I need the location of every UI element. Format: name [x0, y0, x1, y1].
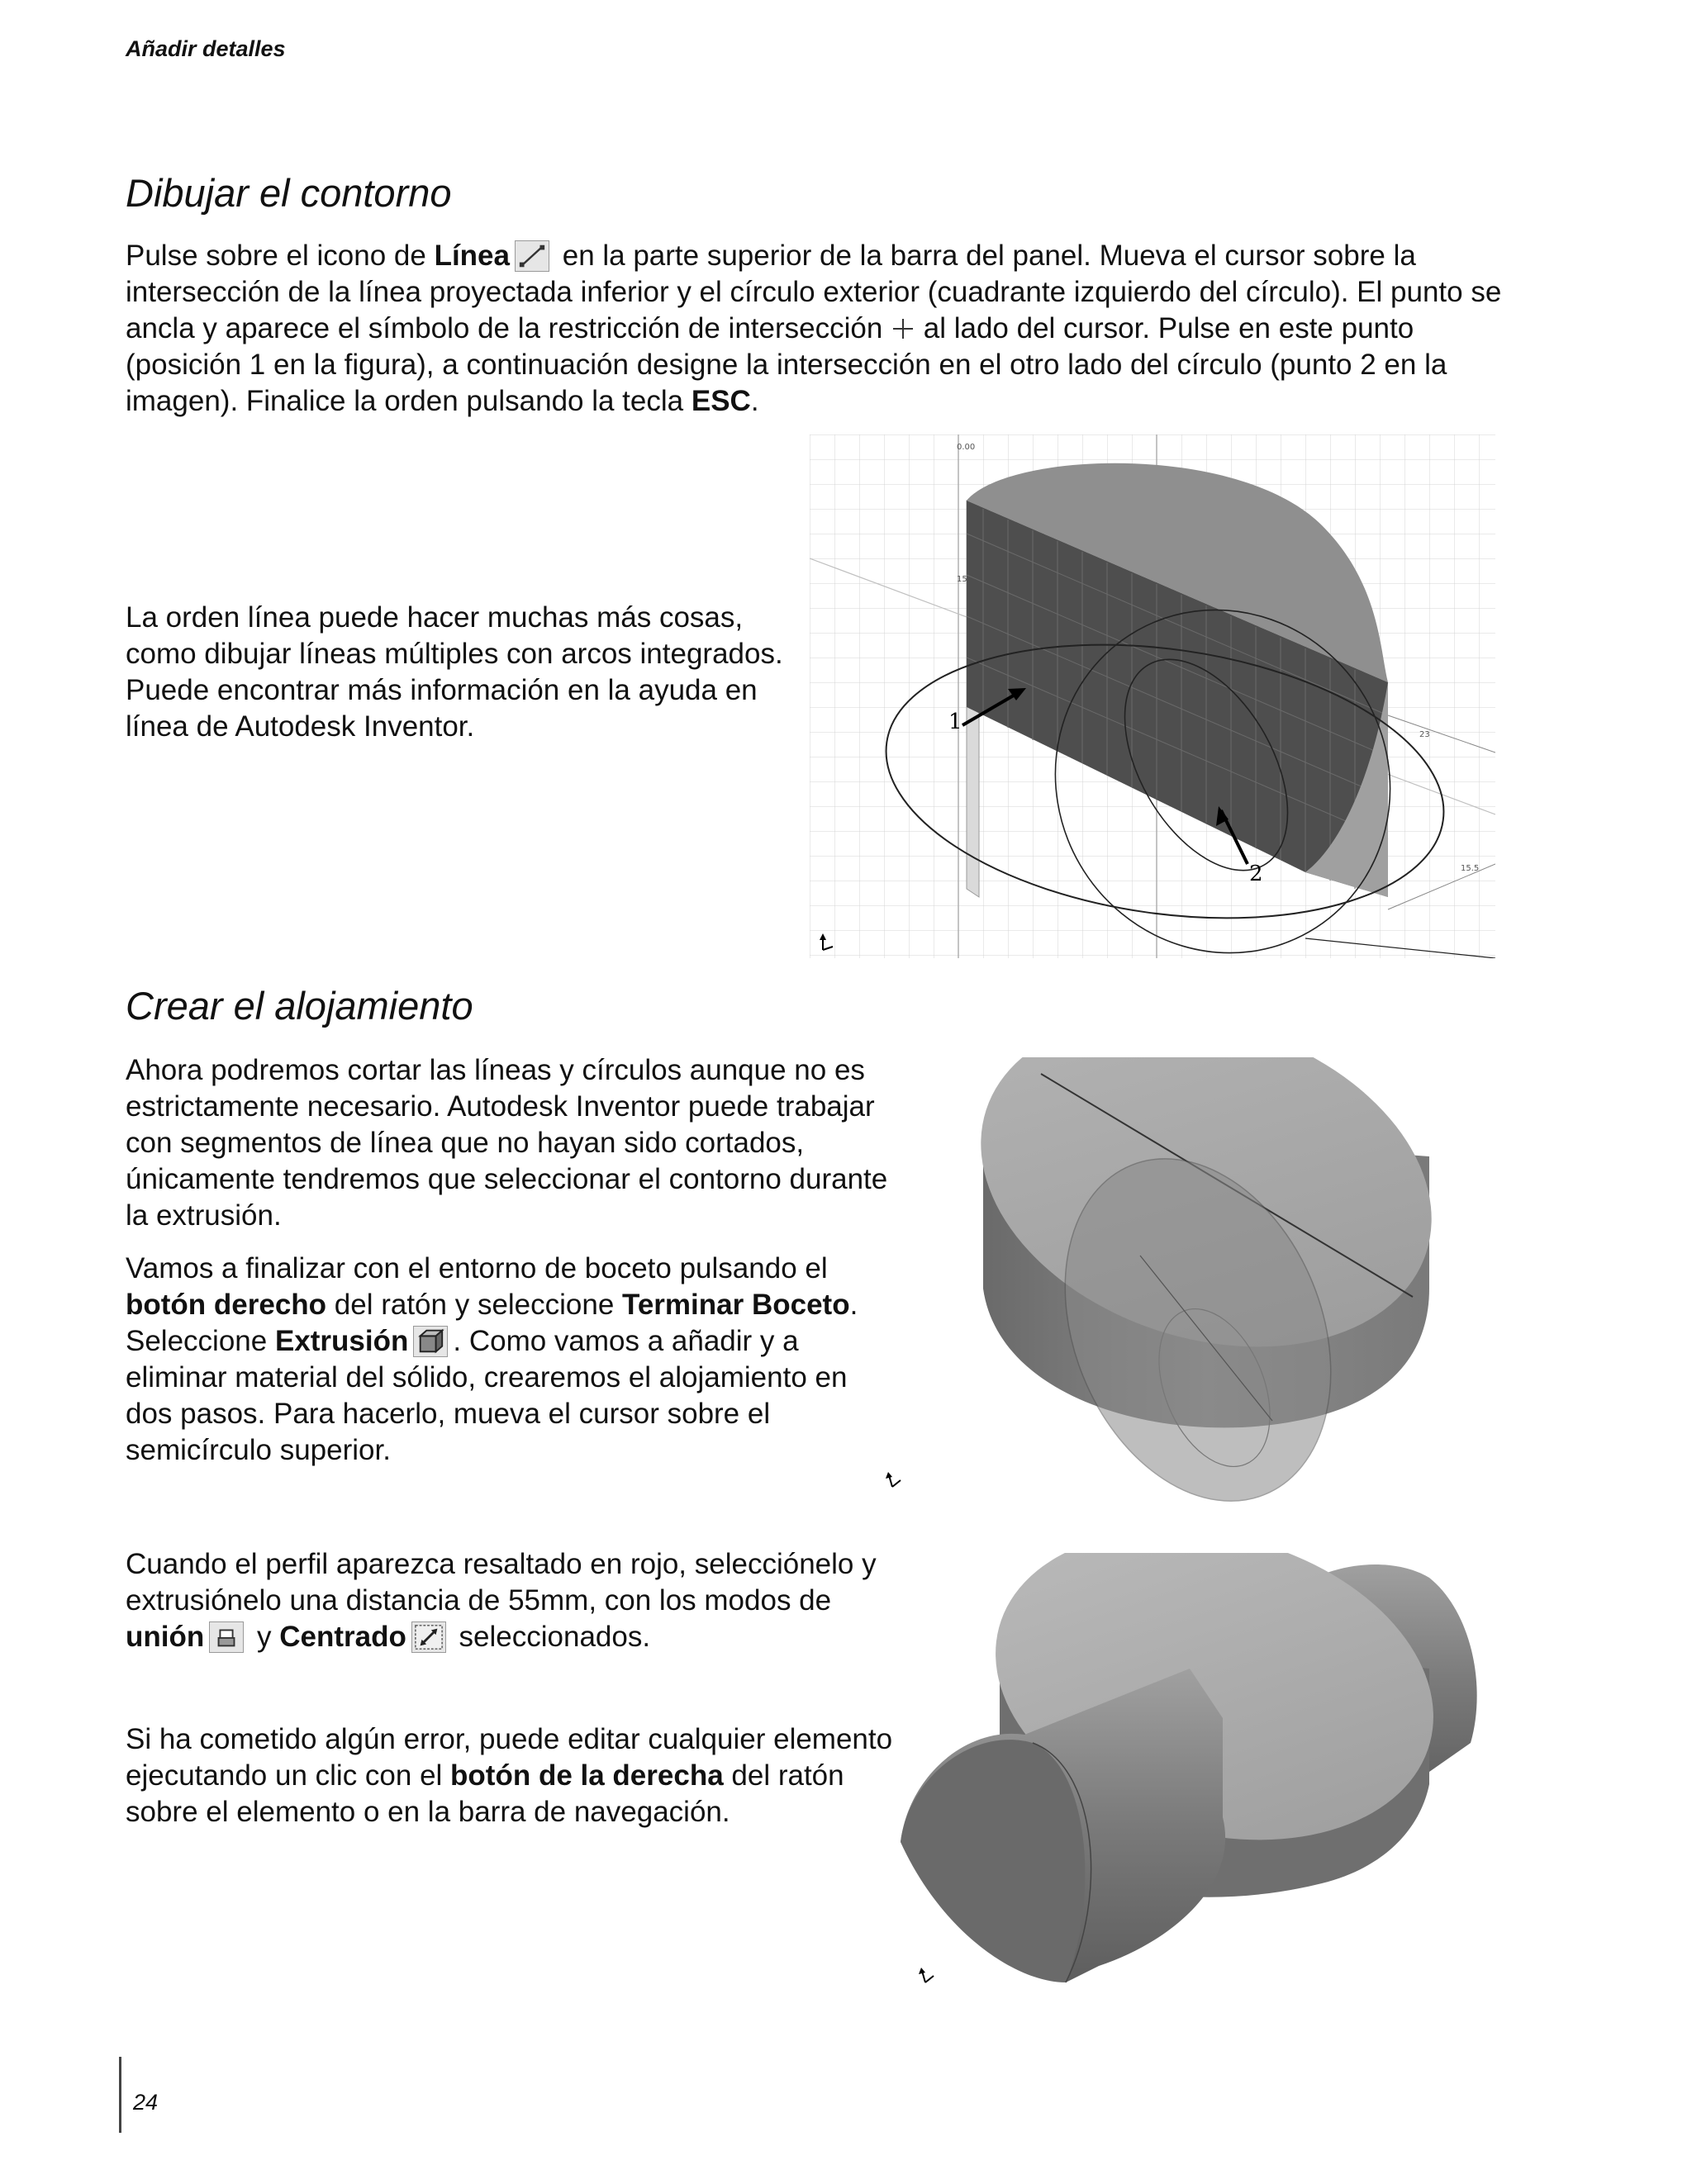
paragraph-line-options: La orden línea puede hacer muchas más cosas, como dibujar líneas múltiples con arcos integrados. Puede encontrar más información en la ayuda en línea de Autodesk Inventor. [126, 601, 783, 743]
page-number: 24 [133, 2090, 159, 2115]
solid-figure-1 [884, 1057, 1462, 1503]
paragraph-extrude-profile: Cuando el perfil aparezca resaltado en rojo, selecciónelo y extrusiónelo una distancia de 55mm, con los modos de unión y Centrado seleccionados. [126, 1548, 877, 1653]
section-heading-dibujar: Dibujar el contorno [126, 171, 452, 215]
label-point-1: 1 [948, 710, 962, 734]
dimension-bottom: 15.5 [1461, 864, 1480, 873]
dimension-top: 0.00 [957, 443, 976, 452]
paragraph-edit-errors: Si ha cometido algún error, puede editar cualquier elemento ejecutando un clic con el botón de la derecha del ratón sobre el elemento o en la barra de navegación. [126, 1723, 893, 1828]
running-title: Añadir detalles [126, 36, 286, 61]
dimension-left: 15 [957, 575, 967, 584]
centered-icon [411, 1621, 446, 1653]
paragraph-cut-lines: Ahora podremos cortar las líneas y círculos aunque no es estrictamente necesario. Autodesk Inventor puede trabajar con segmentos de línea que no hayan sido cortados, únicamente tendremos que seleccionar el contorno durante la extrusión. [126, 1054, 888, 1232]
intersection-constraint-icon [891, 314, 915, 339]
solid-figure-2 [892, 1553, 1495, 2015]
extrude-icon [413, 1326, 448, 1357]
paragraph-line-tool: Pulse sobre el icono de Línea en la parte superior de la barra del panel. Mueva el cursor sobre la intersección de la línea proyectada inferior y el círculo exterior (cuadrante izquierdo del círculo). El punto se ancla y aparece el símbolo de la restricción de intersección al lado del cursor. Pulse en este punto (posición 1 en la figura), a continuación designe la intersección en el otro lado del círculo (punto 2 en la imagen). Finalice la orden pulsando la tecla ESC. [126, 240, 1502, 417]
paragraph-finish-sketch: Vamos a finalizar con el entorno de boceto pulsando el botón derecho del ratón y seleccione Terminar Boceto. Seleccione Extrusión . Como vamos a añadir y a eliminar material del sólido, crearemos el alojamiento en dos pasos. Para hacerlo, mueva el cursor sobre el semicírculo superior. [126, 1252, 858, 1466]
section-heading-crear: Crear el alojamiento [126, 984, 473, 1028]
join-icon [209, 1621, 244, 1653]
dimension-right: 23 [1419, 730, 1430, 739]
sketch-figure [810, 434, 1495, 958]
footer-rule [119, 2057, 121, 2133]
coordinate-triad-icon [886, 1472, 901, 1487]
coordinate-triad-icon [919, 1968, 934, 1982]
line-tool-icon [515, 240, 549, 272]
label-point-2: 2 [1249, 862, 1263, 886]
